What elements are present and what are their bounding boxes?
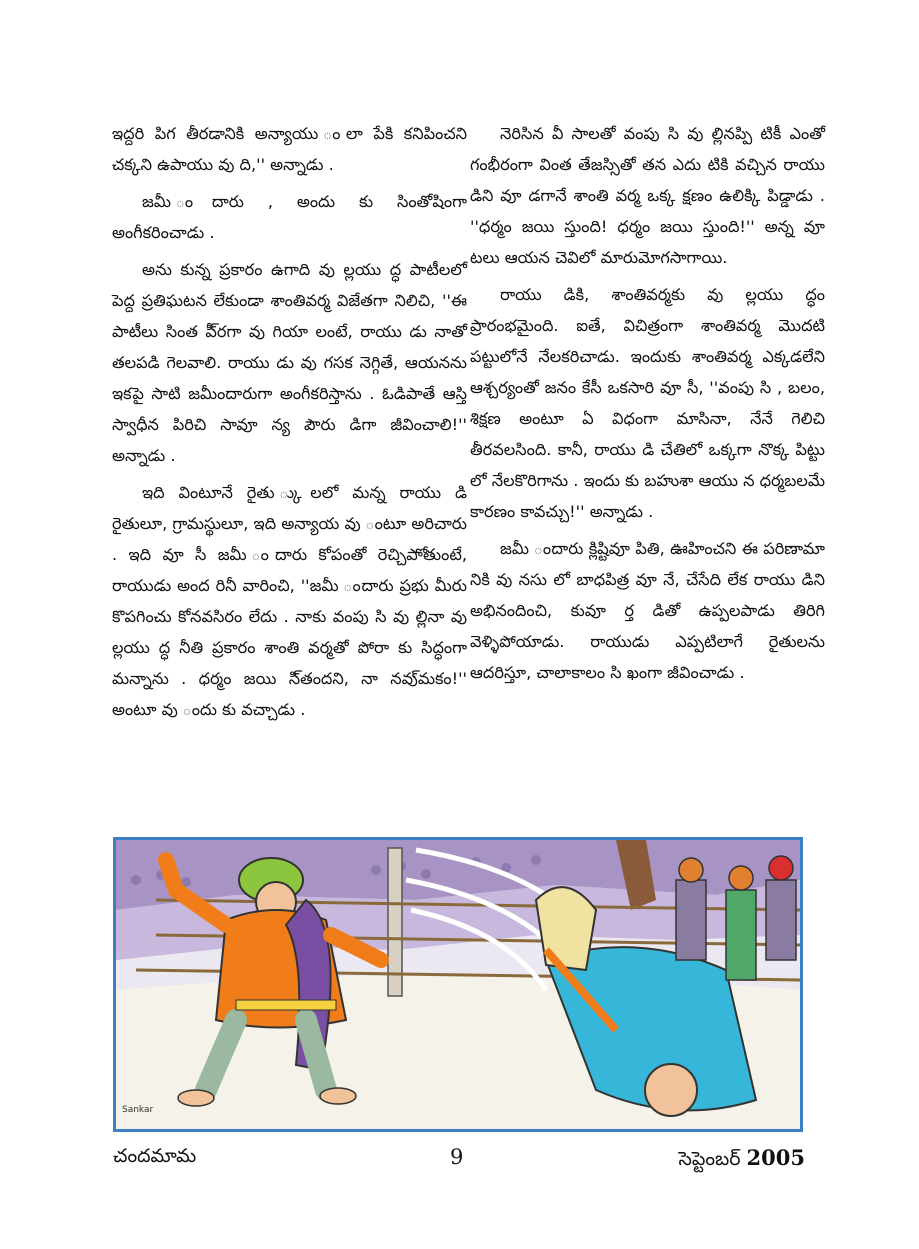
left-column xyxy=(112,118,467,731)
paragraph: జమీ ందారు , అందు కు సింతోషింగా అంగీకరించాడు . xyxy=(112,192,467,242)
falling-face xyxy=(645,1064,697,1116)
right-column xyxy=(470,118,825,694)
yellow-sash xyxy=(236,1000,336,1010)
paragraph: జమీ ందారు క్లిష్టివూ పితి, ఊహించని ఈ పరిణామా నికి వు నసు లో బాధపిత్ర వూ నే, చేసేది లేక రాయు డిని అభినందించి, కువూ ర్త డితో ఉప్పలపాడు తిరిగి వెళ్ళిపోయాడు. రాయుడు ఎప్పటిలాగే రైతులను ఆదరిస్తూ, చాలాకాలం సి ఖంగా జీవించాడు . xyxy=(470,539,825,682)
story-illustration xyxy=(113,837,803,1132)
paragraph: రాయు డికి, శాంతివర్మకు వు ల్లయు ద్ధం ప్రారంభమైంది. ఐతే, విచిత్రంగా శాంతివర్మ మొదటి పట్టులోనే నేలకరిచాడు. ఇందుకు శాంతివర్మ ఎక్కడలేని ఆశ్చర్యంతో జనం కేసీ ఒకసారి వూ సీ, ''వంపు సి , బలం, శిక్షణ అంటూ ఏ విధంగా మాసినా, నేనే గెలిచి తీరవలసింది. కానీ, రాయు డి చేతిలో ఒక్కగా నొక్క పిట్టు లో నేలకొరిగాను . ఇందు కు బహుశా ఆయు న ధర్మబలమే కారణం కావచ్చు!'' అన్నాడు . xyxy=(470,285,825,521)
issue-month: సెప్టెంబర్ xyxy=(678,1148,741,1170)
page-number: 9 xyxy=(450,1145,464,1169)
page-footer xyxy=(113,1145,805,1175)
paragraph: అను కున్న ప్రకారం ఉగాది వు ల్లయు ద్ధ పాటీలలో పెద్ద ప్రతిఘటన లేకుండా శాంతివర్మ విజేతగా నిలిచి, ''ఈ పాటీలు సింత పీ్రగా వు గియా లంటే, రాయు డు నాతో తలపడి గెలవాలి. రాయు డు వు గసక నెగ్గితే, ఆయనను ఇకపై సాటి జమీందారుగా అంగీకరిస్తాను . ఓడిపాతే ఆస్తి స్వాధీన పిరిచి సావూ న్య పౌరు డిగా జీవించాలి!'' అన్నాడు . xyxy=(112,260,467,465)
paragraph: ఇద్దరి పిగ తీరడానికి అన్యాయు ంలా పేకి కనిపించని చక్కని ఉపాయు వు ది,'' అన్నాడు . xyxy=(112,124,467,174)
magazine-name: చందమామ xyxy=(113,1145,197,1167)
upturned-legs xyxy=(536,887,596,970)
foot xyxy=(320,1088,356,1104)
issue-date xyxy=(679,1145,806,1175)
foot xyxy=(178,1090,214,1106)
issue-year: 2005 xyxy=(746,1145,805,1170)
paragraph: ఇది వింటూనే రైతు ్కులలో మన్న రాయు డి రైతులూ, గ్రామస్థులూ, ఇది అన్యాయ వు ంటూ అరిచారు . ఇది వూ సీ జమీ ందారు కోపంతో రెచ్చిపాోతుంటే, రాయుడు అంద రినీ వారించి, ''జమీ ందారు ప్రభు మీరు కొపగించు కోనవసిరం లేదు . నాకు వంపు సి వు ల్లినా వు ల్లయు ద్ధ నీతి ప్రకారం శాంతి వర్మతో పోరా కు సిద్ధంగా మన్నాను . ధర్మం జయి సి్తందని, నా నవు్మకం!'' అంటూ వు ందు కు వచ్చాడు . xyxy=(112,483,467,719)
paragraph: నెరిసిన వీ సాలతో వంపు సి వు ల్లినప్పి టికీ ఎంతో గంభీరంగా వింత తేజస్సితో తన ఎదు టికి వచ్చిన రాయు డిని వూ డగానే శాంతి వర్మ ఒక్క క్షణం ఉలిక్కి పిడ్డాడు . ''ధర్మం జయి స్తుంది! ధర్మం జయి స్తుంది!'' అన్న వూ టలు ఆయన చెవిలో మారుమోగసాగాయి. xyxy=(470,124,825,267)
artist-signature: Sankar xyxy=(122,1105,154,1115)
